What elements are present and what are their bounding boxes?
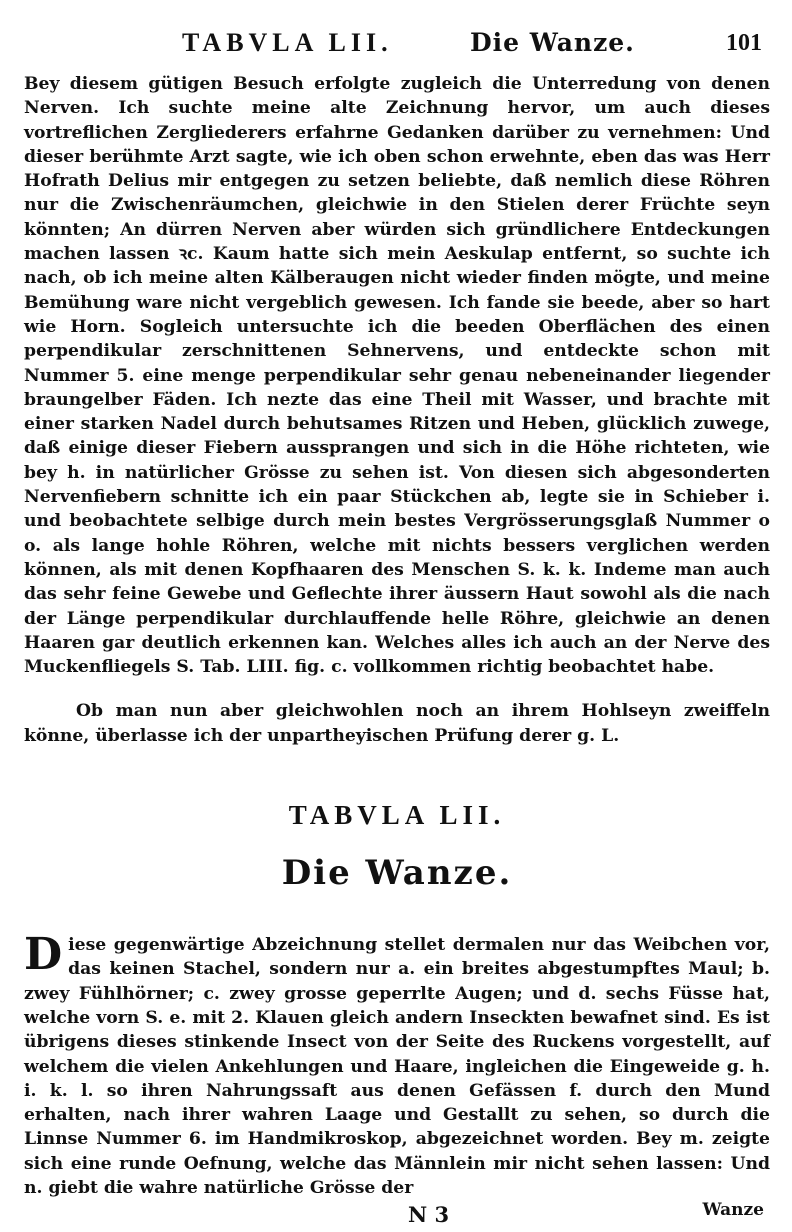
signature-mark: N 3 [408,1202,450,1228]
running-head-plate: TABVLA LII. [182,28,393,57]
body-paragraph-conclusion: Ob man nun aber gleichwohlen noch an ihrem Hohlseyn zweiffeln könne, überlasse ich der unpartheyischen Prüfung derer g. L. [24,701,770,746]
running-head-title: Die Wanze. [470,28,635,57]
body-paragraph-nerves: Bey diesem gütigen Besuch erfolgte zugleich die Unterredung von denen Nerven. Ich suchte meine alte Zeichnung hervor, um auch dieses vortreflichen Zergliederers erfahrne Gedanken darüber zu vernehmen: Und dieser berühmte Arzt sagte, wie ich oben schon erwehnte, eben das was Herr Hofrath Delius mir entgegen zu setzen beliebte, daß nemlich diese Röhren nur die Zwischenräumchen, gleichwie in den Stielen derer Früchte seyn könnten; An dürren Nerven aber würden sich gründlichere Entdeckungen machen lassen ꝛc. Kaum hatte sich mein Aeskulap entfernt, so suchte ich nach, ob ich meine alten Kälberaugen nicht wieder finden mögte, und meine Bemühung ware nicht vergeblich gewesen. Ich fande sie beede, aber so hart wie Horn. Sogleich untersuchte ich die beeden Oberflächen des einen perpendikular zerschnittenen Sehnervens, und entdeckte schon mit Nummer 5. eine menge perpendikular sehr genau nebeneinander liegender braungelber Fäden. Ich nezte das eine Theil mit Wasser, und brachte mit einer starken Nadel durch behutsames Ritzen und Heben, glücklich zuwege, daß einige dieser Fiebern aussprangen und sich in die Höhe richteten, wie bey h. in natürlicher Grösse zu sehen ist. Von diesen sich abgesonderten Nervenfiebern schnitte ich ein paar Stückchen ab, legte sie in Schieber i. und beobachtete selbige durch mein bestes Vergrösserungsglaß Nummer o o. als lange hohle Röhren, welche mit nichts bessers verglichen werden können, als mit denen Kopfhaaren des Menschen S. k. k. Indeme man auch das sehr feine Gewebe und Geflechte ihrer äussern Haut sowohl als die nach der Länge perpendikular durchlauffende helle Röhre, gleichwie an denen Haaren gar deutlich erkennen kan. Welches alles ich auch an der Nerve des Muckenfliegels S. Tab. LIII. fig. c. vollkommen richtig beobachtet habe. [24,74,770,678]
running-head [24,14,770,60]
drop-cap: D [24,929,63,981]
catchword: Wanze [702,1200,764,1221]
page-footer [24,1202,770,1232]
body-paragraph-bug [24,929,770,1200]
section-subtitle: Die Wanze. [281,853,513,894]
page-number: 101 [726,30,762,56]
body-paragraph-bug-text: iese gegenwärtige Abzeichnung stellet dermalen nur das Weibchen vor, das keinen Stachel, sondern nur a. ein breites abgestumpftes Maul; b. zwey Fühlhörner; c. zwey grosse geperrlte Augen; und d. sechs Füsse hat, welche vorn S. e. mit 2. Klauen gleich andern Inseckten bewafnet sind. Es ist übrigens dieses stinkende Insect von der Seite des Ruckens vorgestellt, auf welchem die vielen Ankehlungen und Haare, ingleichen die Eingeweide g. h. i. k. l. so ihren Nahrungssaft aus denen Gefässen f. durch den Mund erhalten, nach ihrer wahren Laage und Gestallt zu sehen, so durch die Linnse Nummer 6. im Handmikroskop, abgezeichnet worden. Bey m. zeigte sich eine runde Oefnung, welche das Männlein mir nicht sehen lassen: Und n. giebt die wahre natürliche Grösse der [24,935,770,1198]
section-title: TABVLA LII. [288,800,506,831]
